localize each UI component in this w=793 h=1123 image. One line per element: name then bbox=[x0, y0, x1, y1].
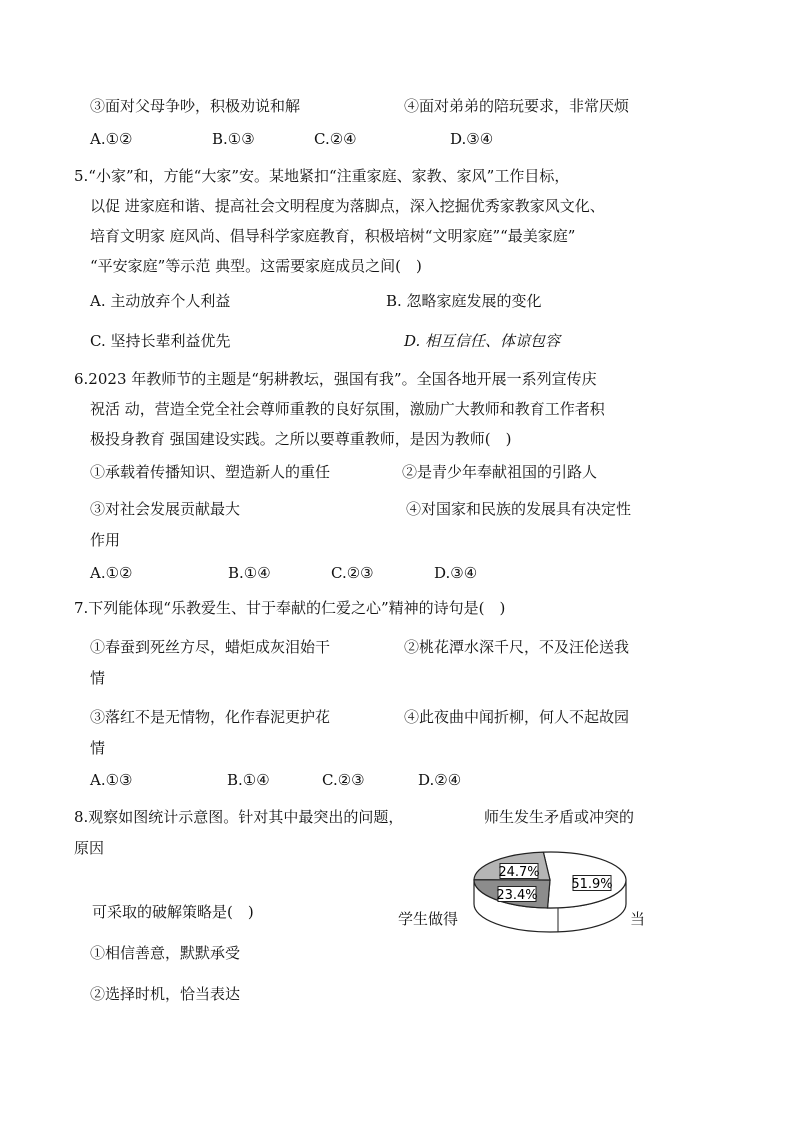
q6-stem-line-3: 极投身教育 强国建设实践。之所以要尊重教师，是因为教师( ) bbox=[90, 430, 512, 448]
q6-choice-c: C.②③ bbox=[331, 564, 374, 582]
q5-stem-line-4: “平安家庭”等示范 典型。这需要家庭成员之间( ) bbox=[90, 257, 422, 275]
q8-side-text-right: 当 bbox=[630, 910, 646, 928]
q7-choice-c: C.②③ bbox=[322, 771, 365, 789]
q6-choice-a: A.①② bbox=[90, 564, 133, 582]
q6-choice-b: B.①④ bbox=[228, 564, 271, 582]
q5-option-d: D. 相互信任、体谅包容 bbox=[404, 332, 561, 350]
q6-option-4: ④对国家和民族的发展具有决定性 bbox=[406, 500, 632, 518]
q7-option-4-continued: 情 bbox=[90, 739, 106, 757]
q7-option-2: ②桃花潭水深千尺，不及汪伦送我 bbox=[404, 638, 630, 656]
pie-data-label: 23.4% bbox=[496, 888, 538, 903]
q8-stem-line-3: 可采取的破解策略是( ) bbox=[92, 903, 254, 921]
q7-stem: 7.下列能体现“乐教爱生、甘于奉献的仁爱之心”精神的诗句是( ) bbox=[74, 599, 506, 617]
q6-option-4-continued: 作用 bbox=[90, 531, 121, 549]
q4-choice-d: D.③④ bbox=[450, 130, 494, 148]
q7-option-4: ④此夜曲中闻折柳，何人不起故园 bbox=[404, 708, 630, 726]
q7-option-1: ①春蚕到死丝方尽，蜡炬成灰泪始干 bbox=[90, 638, 331, 656]
q5-stem-line-1: 5.“小家”和，方能“大家”安。某地紧扣“注重家庭、家教、家风”工作目标， bbox=[74, 167, 570, 185]
q4-option-4: ④面对弟弟的陪玩要求，非常厌烦 bbox=[404, 97, 630, 115]
q6-option-1: ①承载着传播知识、塑造新人的重任 bbox=[90, 463, 331, 481]
q6-stem-line-2: 祝活 动，营造全党全社会尊师重教的良好氛围，激励广大教师和教育工作者积 bbox=[90, 400, 605, 418]
pie-data-label: 24.7% bbox=[498, 865, 540, 880]
q8-stem-line-1b: 师生发生矛盾或冲突的 bbox=[484, 808, 635, 826]
q8-option-2: ②选择时机，恰当表达 bbox=[90, 985, 241, 1003]
q6-stem-line-1: 6.2023 年教师节的主题是“躬耕教坛，强国有我”。全国各地开展一系列宣传庆 bbox=[74, 370, 597, 388]
q4-choice-c: C.②④ bbox=[314, 130, 357, 148]
q8-option-1: ①相信善意，默默承受 bbox=[90, 944, 241, 962]
q8-stem-line-1a: 8.观察如图统计示意图。针对其中最突出的问题， bbox=[74, 808, 404, 826]
q4-choice-b: B.①③ bbox=[212, 130, 255, 148]
q5-stem-line-2: 以促 进家庭和谐、提高社会文明程度为落脚点，深入挖掘优秀家教家风文化、 bbox=[90, 197, 605, 215]
q7-option-3: ③落红不是无情物，化作春泥更护花 bbox=[90, 708, 331, 726]
q7-choice-d: D.②④ bbox=[418, 771, 462, 789]
pie-chart bbox=[470, 848, 630, 936]
q5-stem-line-3: 培育文明家 庭风尚、倡导科学家庭教育，积极培树“文明家庭”“最美家庭” bbox=[90, 227, 576, 245]
q4-option-3: ③面对父母争吵，积极劝说和解 bbox=[90, 97, 301, 115]
q6-choice-d: D.③④ bbox=[434, 564, 478, 582]
q8-stem-line-2: 原因 bbox=[74, 839, 105, 857]
q7-choice-a: A.①③ bbox=[90, 771, 133, 789]
q5-option-b: B. 忽略家庭发展的变化 bbox=[386, 292, 542, 310]
q4-choice-a: A.①② bbox=[90, 130, 133, 148]
q5-option-c: C. 坚持长辈利益优先 bbox=[90, 332, 231, 350]
q5-option-a: A. 主动放弃个人利益 bbox=[90, 292, 231, 310]
q7-option-2-continued: 情 bbox=[90, 669, 106, 687]
pie-data-label: 51.9% bbox=[571, 877, 613, 892]
q6-option-3: ③对社会发展贡献最大 bbox=[90, 500, 241, 518]
q7-choice-b: B.①④ bbox=[227, 771, 270, 789]
q6-option-2: ②是青少年奉献祖国的引路人 bbox=[402, 463, 598, 481]
q8-side-text-left: 学生做得 bbox=[398, 910, 459, 928]
